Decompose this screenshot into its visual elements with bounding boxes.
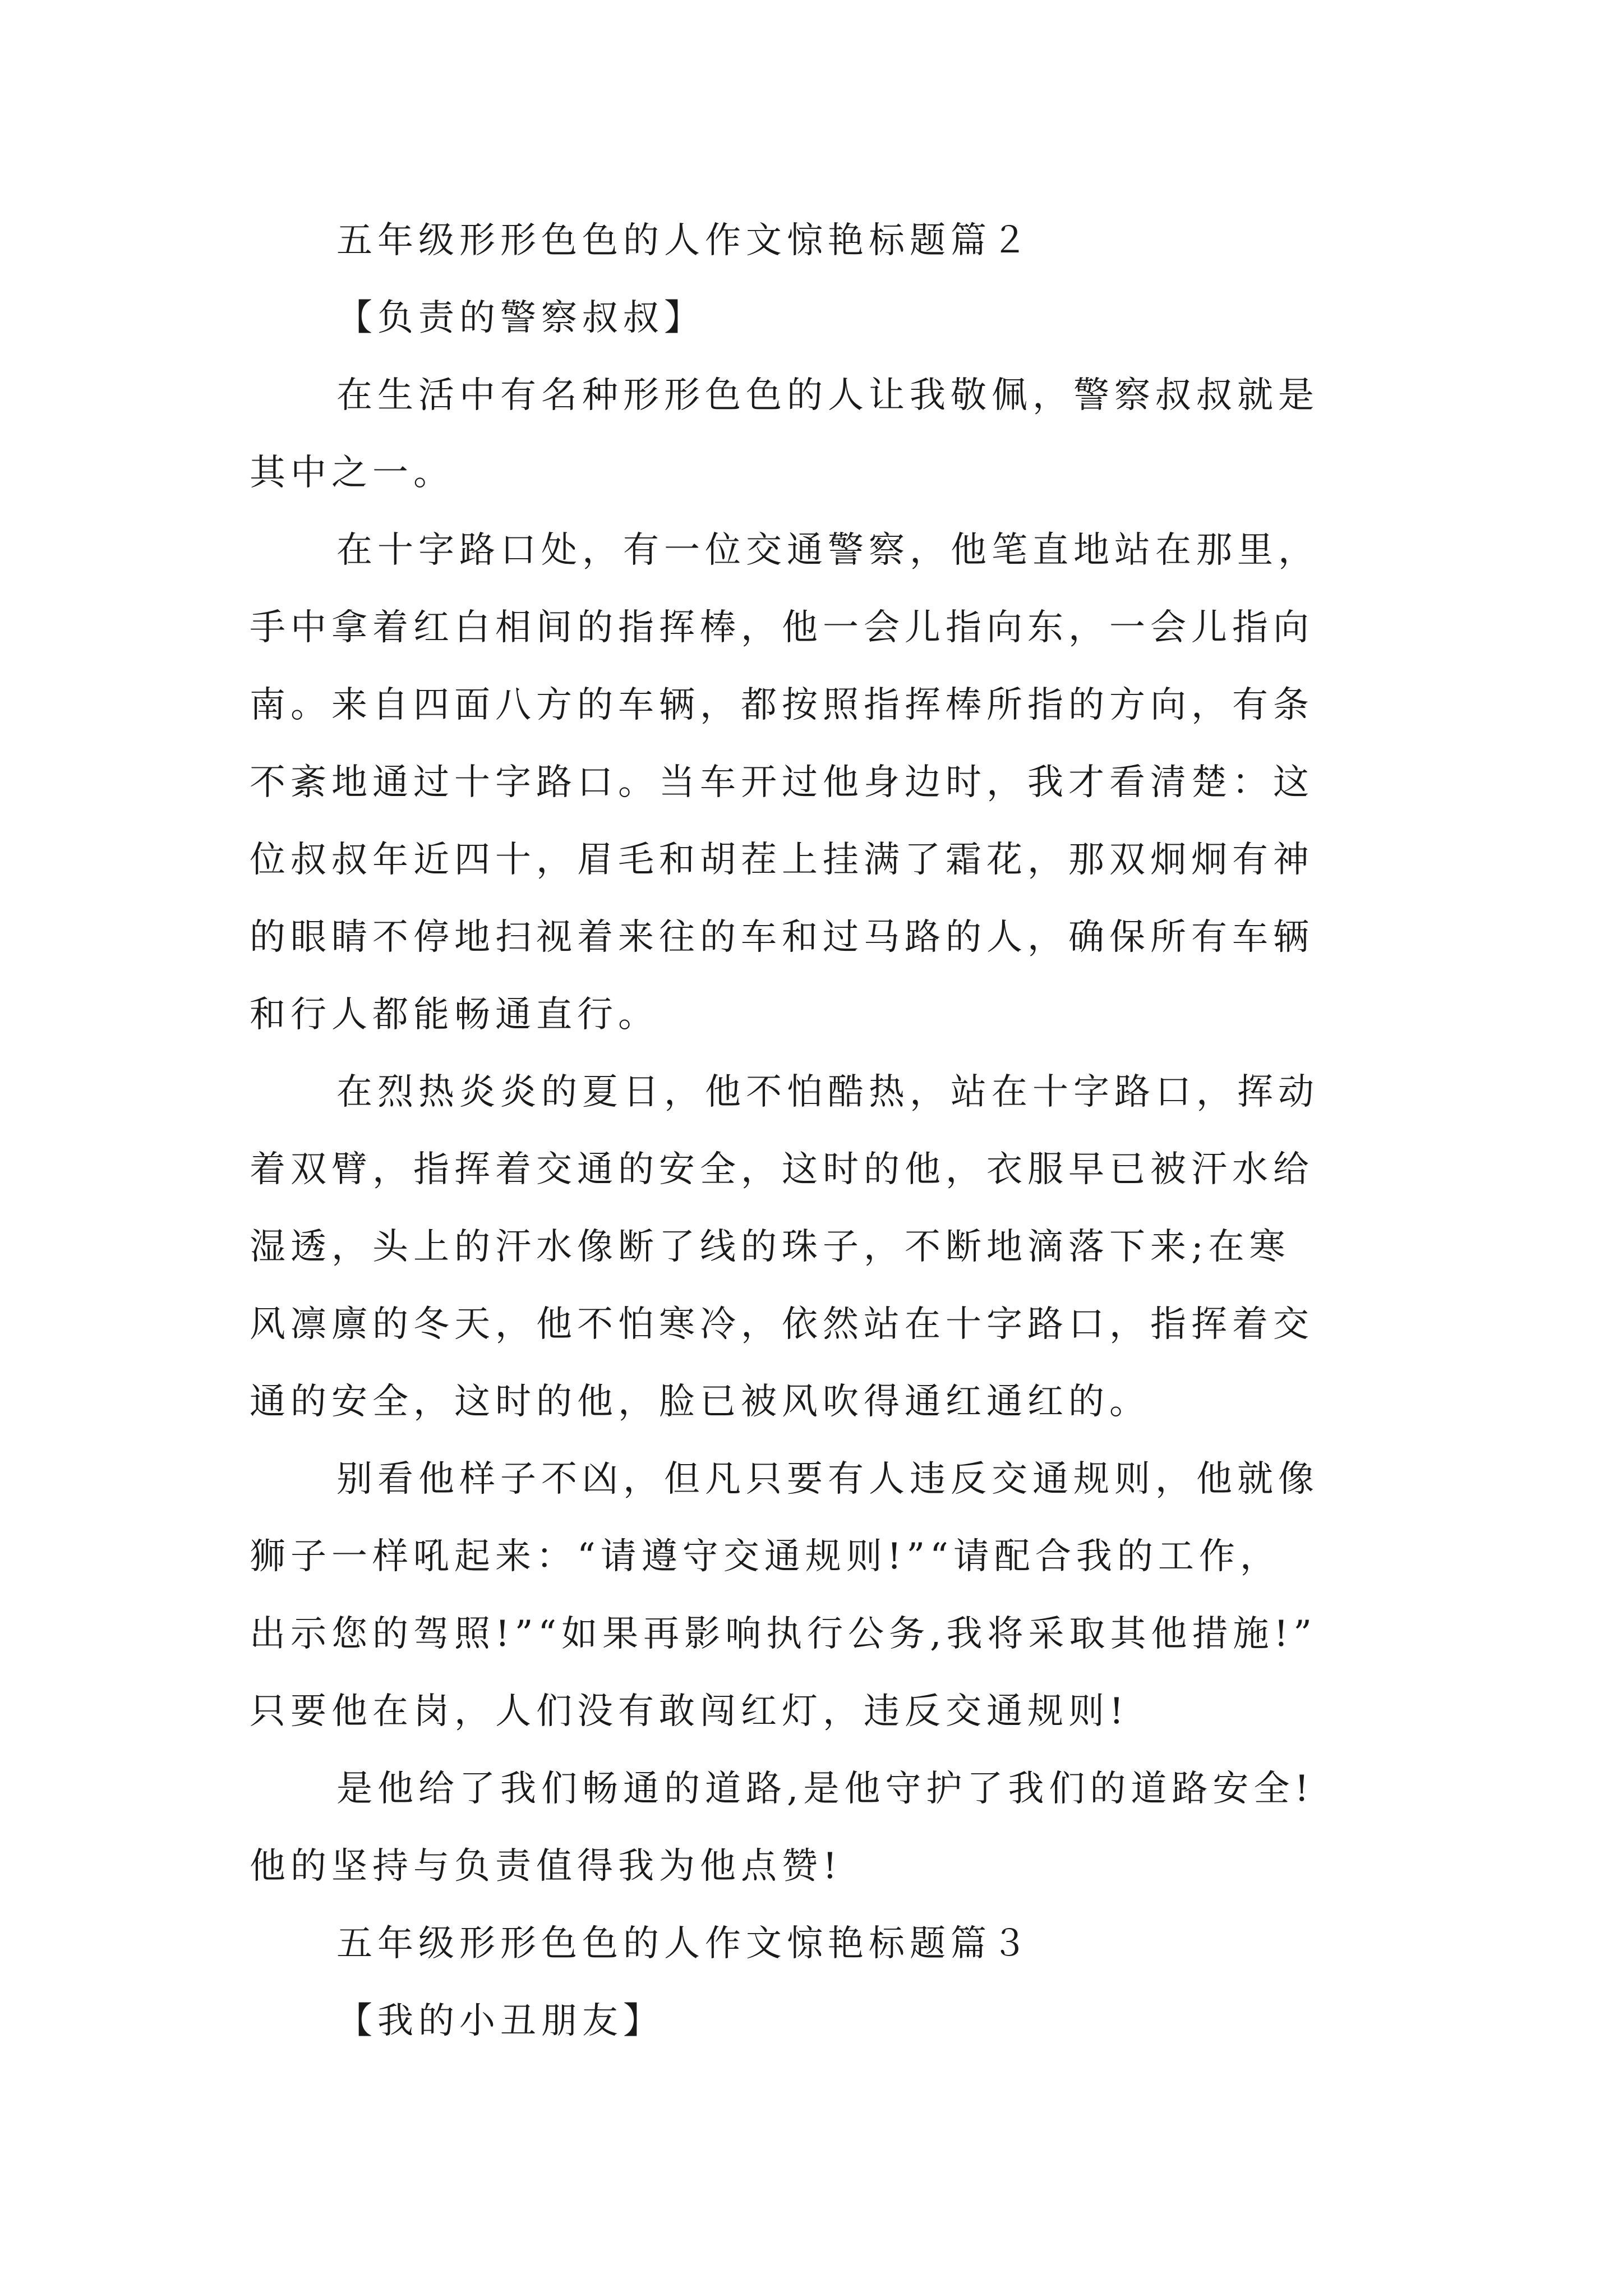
paragraph-line: 在十字路口处，有一位交通警察，他笔直地站在那里， <box>336 530 1319 571</box>
paragraph-line: 在生活中有名种形形色色的人让我敬佩，警察叔叔就是 <box>336 375 1319 416</box>
paragraph-line: 在烈热炎炎的夏日，他不怕酷热，站在十字路口，挥动 <box>336 1071 1319 1113</box>
essay-title: 【我的小丑朋友】 <box>336 2000 664 2042</box>
paragraph-line: 位叔叔年近四十，眉毛和胡茬上挂满了霜花，那双炯炯有神 <box>250 839 1314 881</box>
paragraph-line: 别看他样子不凶，但凡只要有人违反交通规则，他就像 <box>336 1458 1319 1500</box>
paragraph-line: 是他给了我们畅通的道路,是他守护了我们的道路安全! <box>336 1768 1315 1810</box>
paragraph-line: 通的安全，这时的他，脸已被风吹得通红通红的。 <box>250 1381 1150 1423</box>
section-heading: 五年级形形色色的人作文惊艳标题篇２ <box>336 220 1032 261</box>
paragraph-line: 湿透，头上的汗水像断了线的珠子，不断地滴落下来;在寒 <box>250 1226 1290 1268</box>
paragraph-line: 不紊地通过十字路口。当车开过他身边时，我才看清楚：这 <box>250 762 1314 803</box>
paragraph-line: 出示您的驾照!”“如果再影响执行公务,我将采取其他措施!” <box>250 1613 1317 1655</box>
paragraph-line: 南。来自四面八方的车辆，都按照指挥棒所指的方向，有条 <box>250 684 1314 726</box>
paragraph-line: 的眼睛不停地扫视着来往的车和过马路的人，确保所有车辆 <box>250 917 1314 958</box>
paragraph-line: 其中之一。 <box>250 452 454 494</box>
paragraph-line: 手中拿着红白相间的指挥棒，他一会儿指向东，一会儿指向 <box>250 607 1314 648</box>
section-heading: 五年级形形色色的人作文惊艳标题篇３ <box>336 1923 1032 1964</box>
paragraph-line: 和行人都能畅通直行。 <box>250 994 659 1036</box>
paragraph-line: 风凛廪的冬天，他不怕寒冷，依然站在十字路口，指挥着交 <box>250 1304 1314 1345</box>
paragraph-line: 他的坚持与负责值得我为他点赞! <box>250 1846 842 1887</box>
essay-title: 【负责的警察叔叔】 <box>336 297 705 339</box>
paragraph-line: 着双臂，指挥着交通的安全，这时的他，衣服早已被汗水给 <box>250 1149 1314 1190</box>
paragraph-line: 狮子一样吼起来：“请遵守交通规则!”“请配合我的工作， <box>250 1536 1281 1577</box>
paragraph-line: 只要他在岗，人们没有敢闯红灯，违反交通规则! <box>250 1691 1129 1732</box>
document-body <box>250 202 1399 2060</box>
